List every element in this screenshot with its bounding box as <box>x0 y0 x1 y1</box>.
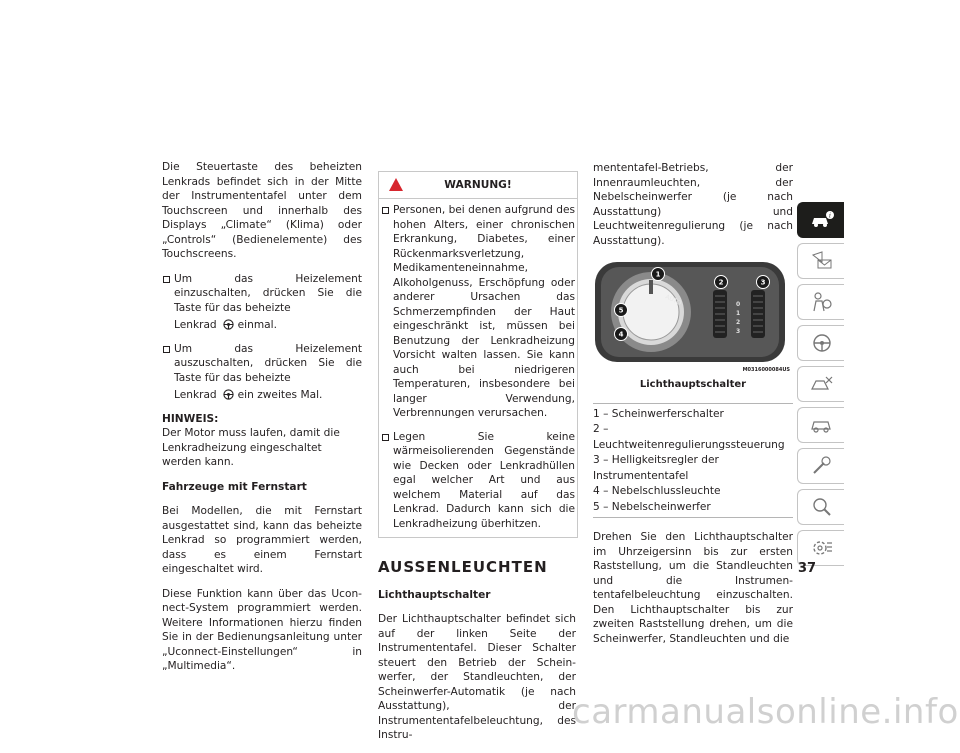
uconnect-text: Diese Funktion kann über das Uconnect-System programmiert werden. Weitere Informationen hierzu finden Sie in der Bedienungsanleitung unter „Uconnect-Einstellungen“ in „Multimedia“. <box>162 587 362 672</box>
intro-paragraph: Die Steuertaste des beheizten Lenkrads befindet sich in der Mitte der Instrumententafel unter dem Touchscreen und innerhalb des Displays „Climate“ (Klima) oder „Controls“ (Bedienelemente) des Touchscreens. <box>162 161 362 260</box>
continued-text: mententafel-Betriebs, der Innenraumleuchten, der Nebelscheinwerfer (je nach Ausstattung) und Leuchtweitenregulierung (je nach Ausstattung). <box>593 162 793 247</box>
light-switch-figure <box>593 258 793 376</box>
dial-number-1: 1 <box>736 310 741 317</box>
tab-wrench-car[interactable] <box>797 448 844 484</box>
column-right <box>593 161 793 656</box>
search-icon <box>810 496 834 518</box>
bullet-on <box>162 272 362 333</box>
car-info-icon <box>810 209 834 231</box>
auto-label: AUTO <box>664 293 683 307</box>
warning-box <box>378 171 578 538</box>
bullet-off-lenkrad: Lenkrad <box>174 389 217 401</box>
legend-item: 2 – Leuchtweitenregulierungssteuerung <box>593 423 785 451</box>
warning-bullet-2: Legen Sie keine wärmeisolierenden Gegenstände wie Decken oder Lenkradhüllen egal welcher Art und aus welchem Material auf das Lenkrad. Dadurch kann sich die Lenkradheizung überhitzen. <box>381 430 575 532</box>
callout-3: 3 <box>760 278 766 287</box>
section-text: Der Lichthauptschalter befindet sich auf der linken Seite der Instrumententafel. Dieser Schalter steuert den Betrieb der Scheinwerfer, der Standleuchten, der Scheinwerfer-Automatik (je nach Ausstattung), der Instrumententafelbeleuchtung, des Instru- <box>378 613 576 741</box>
figure-code: M0316000084US <box>742 367 790 373</box>
legend-item: 3 – Helligkeitsregler der Instrumententafel <box>593 454 719 482</box>
figure-legend <box>593 403 793 519</box>
section-heading: AUSSENLEUCHTEN <box>378 558 548 576</box>
legend-item: 4 – Nebelschlussleuchte <box>593 485 721 497</box>
callout-1: 1 <box>655 270 661 279</box>
bullet-on-end: einmal. <box>237 319 277 331</box>
callout-2: 2 <box>718 278 724 287</box>
tab-mail-warning[interactable] <box>797 243 844 279</box>
tab-search[interactable] <box>797 489 844 525</box>
light-switch-illustration <box>593 258 793 376</box>
gear-list-icon <box>810 537 834 559</box>
chapter-tabs <box>797 202 844 571</box>
figure-caption: Lichthauptschalter <box>639 379 747 390</box>
warning-title: WARNUNG! <box>444 179 512 191</box>
section-subheading: Lichthauptschalter <box>378 588 491 601</box>
mail-warning-icon <box>810 250 834 272</box>
hinweis-text: Der Motor muss laufen, damit die Lenkradheizung eingeschaltet werden kann. <box>162 427 340 468</box>
tab-steering[interactable] <box>797 325 844 361</box>
warning-triangle-icon <box>389 178 403 191</box>
callout-5: 5 <box>618 306 624 315</box>
heated-wheel-icon <box>223 389 234 400</box>
tab-seatbelt[interactable] <box>797 284 844 320</box>
page-number: 37 <box>798 561 817 576</box>
wrench-car-icon <box>810 455 834 477</box>
bullet-on-text: Um das Heizelement einzuschalten, drücken Sie die Taste für das beheizte <box>174 272 362 314</box>
steering-wheel-icon <box>810 332 834 354</box>
fernstart-title: Fahrzeuge mit Fernstart <box>162 480 307 493</box>
svg-text:i: i <box>829 212 831 220</box>
warning-header <box>379 171 577 199</box>
dial-number-0: 0 <box>736 301 741 308</box>
bullet-off-end: ein zweites Mal. <box>237 389 323 401</box>
after-text: Drehen Sie den Lichthauptschalter im Uhrzeigersinn bis zur ersten Raststellung, um die Standleuchten und die Instrumententafelbeleuchtung einzuschalten. Den Lichthauptschalter bis zur zweiten Raststellung drehen, um die Scheinwerfer, Standleuchten und die <box>593 531 793 645</box>
bullet-on-lenkrad: Lenkrad <box>174 319 217 331</box>
column-left <box>162 160 362 684</box>
warning-bullet-1: Personen, bei denen aufgrund des hohen Alters, einer chronischen Erkrankung, Diabetes, einer Rückenmarksverletzung, Medikamenteneinnahme, Alkoholgenuss, Erschöpfung oder anderer Ursachen das Schmerzempfinden der Haut eingeschränkt ist, müssen bei Benutzung der Lenkradheizung Vorsicht walten lassen. Sie kann auch bei niedrigeren Temperaturen, insbesondere bei langer Verwendung, Verbrennungen verursachen. <box>381 203 575 421</box>
fernstart-text: Bei Modellen, die mit Fernstart ausgestattet sind, kann das beheizte Lenkrad so programmiert werden, dass es einem Fernstart eingeschaltet wird. <box>162 505 362 575</box>
callout-4: 4 <box>618 330 624 339</box>
car-service-icon <box>810 414 834 436</box>
tab-crash[interactable] <box>797 366 844 402</box>
bullet-off-text: Um das Heizelement auszuschalten, drücken Sie die Taste für das beheizte <box>174 342 362 384</box>
legend-item: 1 – Scheinwerferschalter <box>593 407 724 420</box>
heated-wheel-icon <box>223 319 234 330</box>
dial-number-3: 3 <box>736 328 741 335</box>
tab-car-service[interactable] <box>797 407 844 443</box>
bullet-off <box>162 342 362 403</box>
dial-number-2: 2 <box>736 319 741 326</box>
crash-icon <box>810 373 834 395</box>
watermark: carmanualsonline.info <box>572 692 959 732</box>
tab-car-info[interactable] <box>797 202 844 238</box>
seatbelt-icon <box>810 291 834 313</box>
column-middle <box>378 171 576 753</box>
hinweis-title: HINWEIS: <box>162 412 219 425</box>
legend-item: 5 – Nebelscheinwerfer <box>593 500 711 513</box>
